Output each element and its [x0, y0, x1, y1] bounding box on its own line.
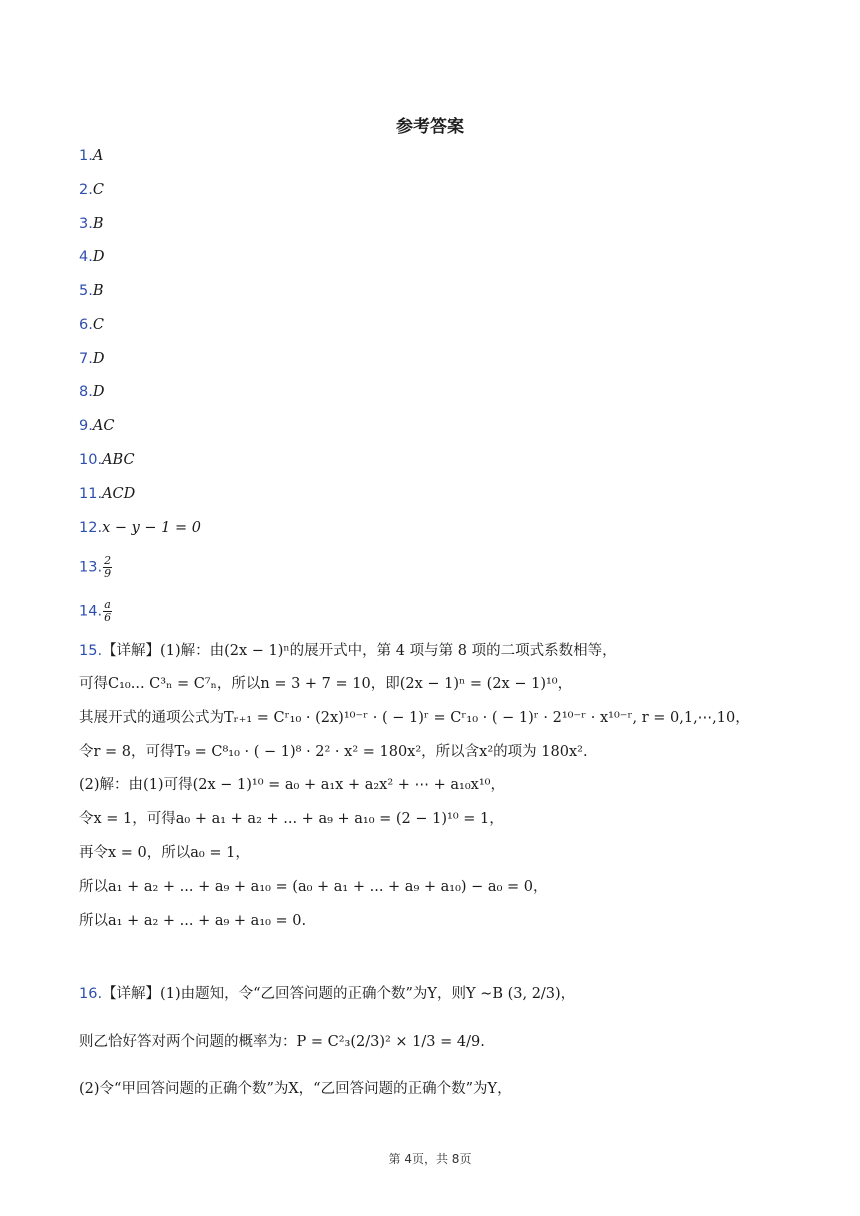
- solution-line: 令r = 8，可得T₉ = C⁸₁₀ · ( − 1)⁸ · 2² · x² = 180x²，所以含x²的项为 180x².: [79, 744, 588, 760]
- answer-item: [79, 247, 104, 267]
- answer-number: 4.: [79, 249, 93, 265]
- answer-number: 8.: [79, 384, 93, 400]
- answer-number: 14.: [79, 603, 103, 620]
- page-footer: 第 4页，共 8页: [388, 1152, 472, 1166]
- question-number: 16.: [79, 986, 103, 1002]
- fraction-numerator: 2: [104, 554, 112, 567]
- answer-item: [79, 555, 112, 580]
- answer-number: 7.: [79, 351, 93, 367]
- answer-value: x − y − 1 = 0: [102, 520, 201, 536]
- answer-item: [79, 146, 103, 166]
- answer-number: 12.: [79, 520, 103, 536]
- answer-value: C: [92, 317, 104, 333]
- solution-line: 则乙恰好答对两个问题的概率为：P = C²₃(2/3)² × 1/3 = 4/9.: [79, 1034, 485, 1050]
- answer-item: [79, 599, 112, 624]
- answer-value: D: [92, 351, 105, 367]
- answer-number: 5.: [79, 283, 93, 299]
- answer-number: 13.: [79, 559, 103, 576]
- answer-number: 3.: [79, 216, 93, 232]
- solution-text: 【详解】(1)解：由(2x − 1)ⁿ的展开式中，第 4 项与第 8 项的二项式系数相等，: [102, 643, 617, 659]
- answer-item: [79, 416, 114, 436]
- answer-number: 11.: [79, 486, 103, 502]
- solution-line: 令x = 1，可得a₀ + a₁ + a₂ + ... + a₉ + a₁₀ = (2 − 1)¹⁰ = 1，: [79, 811, 504, 827]
- answer-item: [79, 450, 135, 470]
- fraction: [103, 555, 112, 580]
- solution-line: 其展开式的通项公式为Tᵣ₊₁ = Cʳ₁₀ · (2x)¹⁰⁻ʳ · ( − 1)ʳ = Cʳ₁₀ · ( − 1)ʳ · 2¹⁰⁻ʳ · x¹⁰⁻ʳ, r = 0,1,⋯,10，: [79, 710, 750, 726]
- answer-number: 2.: [79, 182, 93, 198]
- answer-value: D: [92, 249, 105, 265]
- answer-item: [79, 281, 104, 301]
- answer-number: 9.: [79, 418, 93, 434]
- answer-number: 10.: [79, 452, 103, 468]
- fraction: [103, 599, 112, 624]
- solution-line: [79, 983, 575, 1005]
- answer-item: [79, 315, 104, 335]
- solution-line: 所以a₁ + a₂ + ... + a₉ + a₁₀ = 0.: [79, 913, 307, 929]
- solution-line: 再令x = 0，所以a₀ = 1，: [79, 845, 250, 861]
- question-number: 15.: [79, 643, 103, 659]
- fraction-denominator: 9: [104, 567, 112, 580]
- answer-value: ACD: [102, 486, 136, 502]
- answer-value: AC: [92, 418, 115, 434]
- answer-item: [79, 349, 104, 369]
- answer-value: C: [92, 182, 104, 198]
- solution-line: 所以a₁ + a₂ + ... + a₉ + a₁₀ = (a₀ + a₁ + ... + a₉ + a₁₀) − a₀ = 0，: [79, 879, 548, 895]
- fraction-denominator: 6: [104, 611, 112, 624]
- answer-value: B: [92, 216, 104, 232]
- answer-item: [79, 382, 104, 402]
- answer-item: [79, 214, 104, 234]
- answer-number: 1.: [79, 148, 93, 164]
- answer-item: [79, 180, 104, 200]
- answer-item: [79, 484, 135, 504]
- fraction-numerator: a: [104, 598, 111, 611]
- solution-line: 可得C₁₀... C³ₙ = C⁷ₙ，所以n = 3 + 7 = 10，即(2x − 1)ⁿ = (2x − 1)¹⁰，: [79, 676, 573, 692]
- solution-line: [79, 640, 617, 662]
- page-title: 参考答案: [396, 117, 464, 137]
- solution-text: 【详解】(1)由题知，令“乙回答问题的正确个数”为Y，则Y ∼B (3, 2/3)，: [102, 986, 576, 1002]
- answer-value: A: [92, 148, 104, 164]
- answer-value: ABC: [102, 452, 135, 468]
- answer-number: 6.: [79, 317, 93, 333]
- answer-value: B: [92, 283, 104, 299]
- answer-item: [79, 518, 201, 538]
- answer-value: D: [92, 384, 105, 400]
- solution-line: (2)解：由(1)可得(2x − 1)¹⁰ = a₀ + a₁x + a₂x² + ⋯ + a₁₀x¹⁰，: [79, 777, 505, 793]
- solution-line: (2)令“甲回答问题的正确个数”为X，“乙回答问题的正确个数”为Y，: [79, 1081, 512, 1097]
